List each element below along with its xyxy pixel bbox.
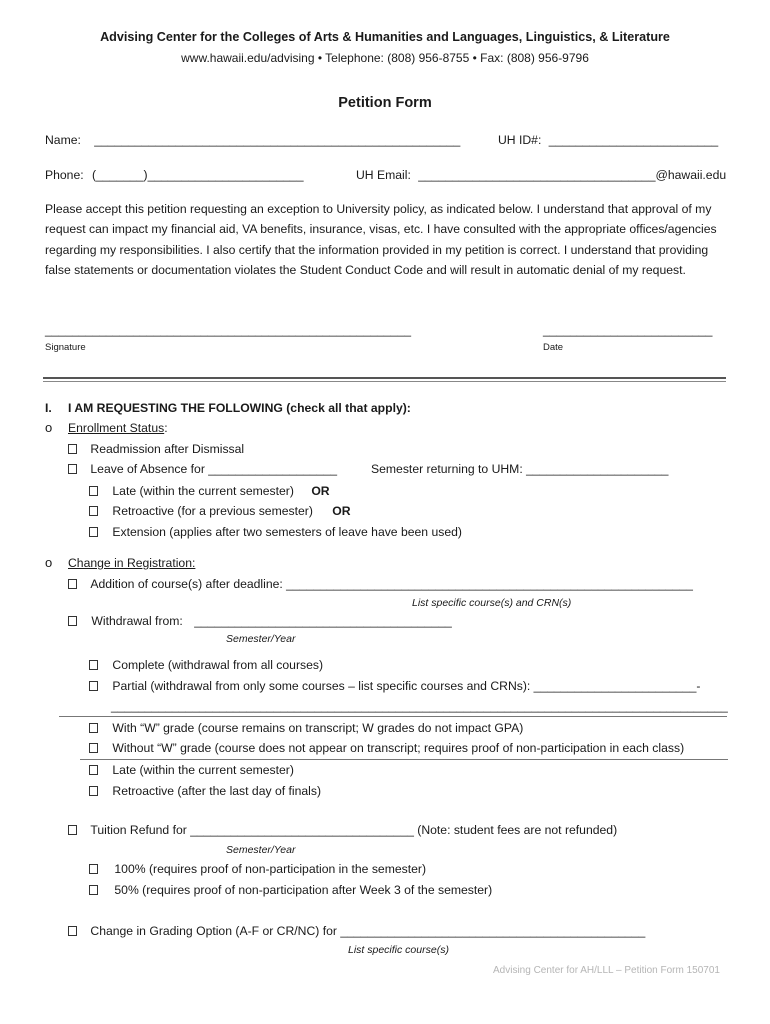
page-footer: Advising Center for AH/LLL – Petition Form 150701 xyxy=(493,965,720,976)
statement-paragraph: Please accept this petition requesting an exception to University policy, as indicated below. I understand that approval of my request can impact my financial aid, VA benefits, insurance, visas, etc. I have consulted with the appropriate offices/agencies regarding my responsibilities. I also certify that the information provided in my petition is correct. I understand that providing false statements or documentation violates the Student Conduct Code and will result in automatic denial of my request. xyxy=(45,202,717,277)
checkbox-icon[interactable] xyxy=(89,660,98,670)
registration-late-label: Late (within the current semester) xyxy=(112,763,294,777)
registration-late-option[interactable] xyxy=(89,763,294,777)
withdrawal-line: ______________________________________ xyxy=(194,614,452,628)
partial-line[interactable]: ___________________________________________________________________________________________ xyxy=(111,699,728,713)
refund-50-option[interactable] xyxy=(89,883,492,897)
withdrawal-label: Withdrawal from: xyxy=(91,614,183,628)
with-w-option[interactable] xyxy=(89,721,523,735)
section-divider xyxy=(43,377,726,379)
email-line: _____________ xyxy=(418,168,507,182)
loa-retroactive-option[interactable] xyxy=(89,504,351,518)
org-heading: Advising Center for the Colleges of Arts & Humanities and Languages, Linguistics, & Literature xyxy=(100,30,670,44)
or-label: OR xyxy=(311,484,330,498)
checkbox-icon[interactable] xyxy=(89,681,98,691)
readmission-label: Readmission after Dismissal xyxy=(90,442,245,456)
addition-hint: List specific course(s) and CRN(s) xyxy=(412,597,572,609)
addition-option[interactable] xyxy=(68,577,693,591)
with-w-label: With “W” grade (course remains on transcript; W grades do not impact GPA) xyxy=(112,721,524,735)
semester-returning: Semester returning to UHM: _____________________ xyxy=(371,462,669,476)
section-divider-thin xyxy=(43,381,726,382)
email-suffix: ______________________@hawaii.edu xyxy=(506,168,727,182)
checkbox-icon[interactable] xyxy=(89,723,98,733)
divider-line xyxy=(80,759,728,760)
checkbox-icon[interactable] xyxy=(68,926,77,936)
enrollment-status-heading xyxy=(68,421,168,435)
loa-extension-label: Extension (applies after two semesters of leave have been used) xyxy=(112,525,462,539)
checkbox-icon[interactable] xyxy=(68,825,77,835)
bullet-icon: o xyxy=(45,555,53,570)
without-w-label: Without “W” grade (course does not appear on transcript; requires proof of non-participation in each class) xyxy=(112,741,685,755)
or-label: OR xyxy=(332,504,351,518)
readmission-option[interactable] xyxy=(68,442,244,456)
page-title: Petition Form xyxy=(338,95,432,111)
checkbox-icon[interactable] xyxy=(89,786,98,796)
registration-retroactive-label: Retroactive (after the last day of finals) xyxy=(112,784,322,798)
change-registration-heading: Change in Registration: xyxy=(68,556,196,570)
refund-100-label: 100% (requires proof of non-participation in the semester) xyxy=(114,862,427,876)
complete-label: Complete (withdrawal from all courses) xyxy=(112,658,324,672)
date-line[interactable]: _________________________ xyxy=(543,323,713,337)
phone-field[interactable] xyxy=(45,168,304,182)
loa-retroactive-label: Retroactive (for a previous semester) xyxy=(112,504,313,518)
tuition-refund-option[interactable] xyxy=(68,823,617,837)
checkbox-icon[interactable] xyxy=(89,486,98,496)
checkbox-icon[interactable] xyxy=(89,743,98,753)
section-heading: I AM REQUESTING THE FOLLOWING (check all that apply): xyxy=(68,401,411,415)
withdrawal-hint: Semester/Year xyxy=(226,633,296,645)
tuition-refund-label: Tuition Refund for _________________________________ (Note: student fees are not refunded) xyxy=(90,823,618,837)
registration-retroactive-option[interactable] xyxy=(89,784,321,798)
checkbox-icon[interactable] xyxy=(89,765,98,775)
uhid-field[interactable] xyxy=(498,133,718,147)
grading-option[interactable] xyxy=(68,924,645,938)
enrollment-status-label: Enrollment Status xyxy=(68,421,165,435)
refund-50-label: 50% (requires proof of non-participation after Week 3 of the semester) xyxy=(114,883,493,897)
loa-late-option[interactable] xyxy=(89,484,330,498)
uhid-label: UH ID#: xyxy=(498,133,542,147)
bullet-icon: o xyxy=(45,420,53,435)
signature-label: Signature xyxy=(45,342,86,353)
leave-of-absence-option[interactable] xyxy=(68,462,337,476)
divider-line xyxy=(59,716,727,717)
checkbox-icon[interactable] xyxy=(89,864,98,874)
section-numeral: I. xyxy=(45,401,52,415)
withdrawal-option[interactable] xyxy=(68,614,452,628)
email-field[interactable] xyxy=(356,168,726,182)
checkbox-icon[interactable] xyxy=(89,506,98,516)
email-label: UH Email: xyxy=(356,168,411,182)
addition-label: Addition of course(s) after deadline: ____________________________________________________________ xyxy=(90,577,693,591)
phone-label: Phone: xyxy=(45,168,84,182)
signature-line[interactable]: ______________________________________________________ xyxy=(45,323,412,337)
complete-withdrawal-option[interactable] xyxy=(89,658,323,672)
checkbox-icon[interactable] xyxy=(68,464,77,474)
contact-line: www.hawaii.edu/advising • Telephone: (808) 956-8755 • Fax: (808) 956-9796 xyxy=(181,51,589,65)
name-label: Name: xyxy=(45,133,81,147)
checkbox-icon[interactable] xyxy=(68,616,77,626)
tuition-hint: Semester/Year xyxy=(226,844,296,856)
partial-label: Partial (withdrawal from only some courses – list specific courses and CRNs): ________________________- xyxy=(112,679,701,693)
without-w-option[interactable] xyxy=(89,741,684,755)
uhid-line: _________________________ xyxy=(548,133,719,147)
checkbox-icon[interactable] xyxy=(68,444,77,454)
partial-withdrawal-option[interactable] xyxy=(89,679,700,693)
grading-label: Change in Grading Option (A-F or CR/NC) for _____________________________________________ xyxy=(90,924,646,938)
phone-line: (_______)_______________________ xyxy=(92,168,304,182)
name-line: ______________________________________________________ xyxy=(94,133,461,147)
loa-extension-option[interactable] xyxy=(89,525,462,539)
enrollment-colon: : xyxy=(164,421,168,435)
date-label: Date xyxy=(543,342,564,353)
name-field[interactable] xyxy=(45,133,460,147)
refund-100-option[interactable] xyxy=(89,862,426,876)
checkbox-icon[interactable] xyxy=(89,527,98,537)
loa-label: Leave of Absence for ___________________ xyxy=(90,462,338,476)
loa-late-label: Late (within the current semester) xyxy=(112,484,294,498)
checkbox-icon[interactable] xyxy=(68,579,77,589)
grading-hint: List specific course(s) xyxy=(348,944,449,956)
checkbox-icon[interactable] xyxy=(89,885,98,895)
